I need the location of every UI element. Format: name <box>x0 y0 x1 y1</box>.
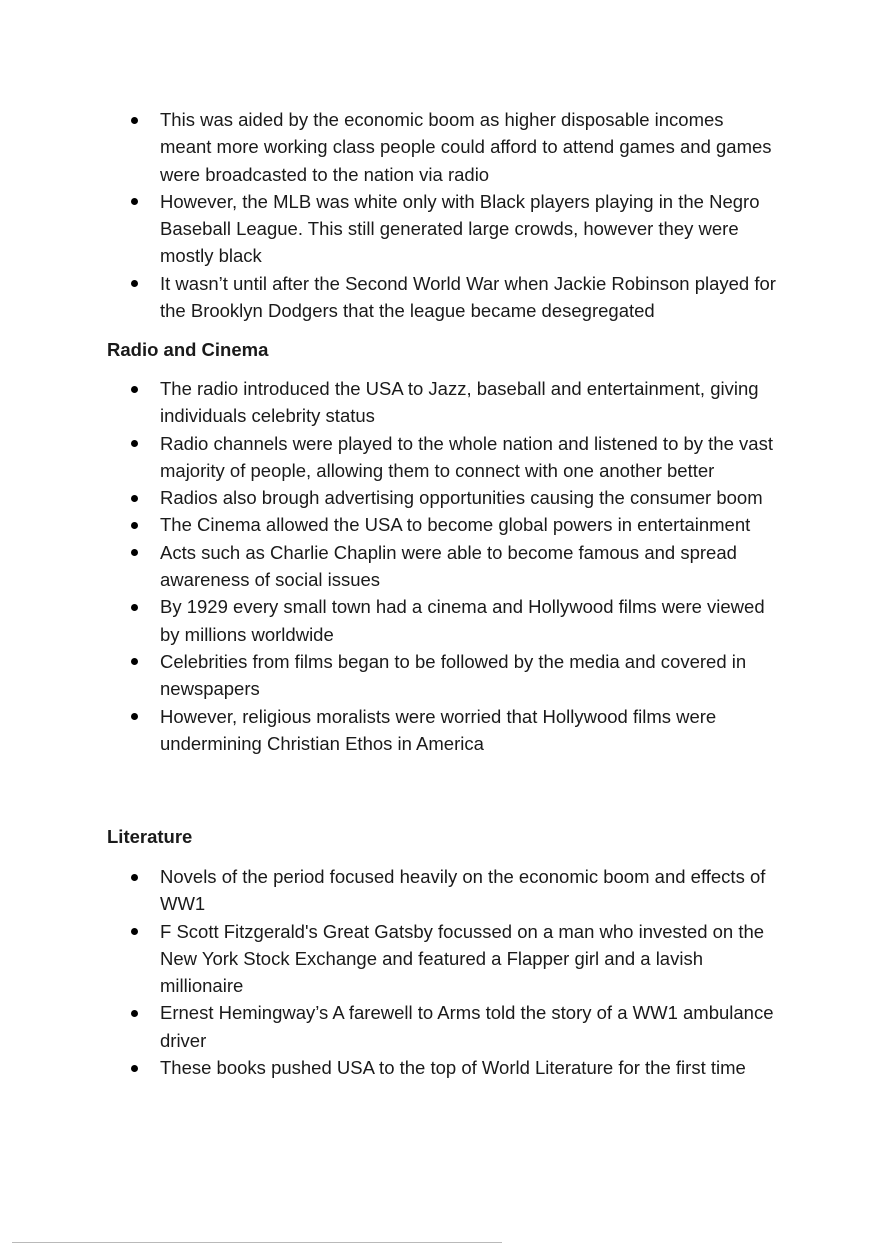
list-item <box>160 270 780 325</box>
bullet-text: The radio introduced the USA to Jazz, baseball and entertainment, giving individuals celebrity status <box>160 378 759 427</box>
bullet-text: Celebrities from films began to be followed by the media and covered in newspapers <box>160 650 747 700</box>
bullet-icon <box>131 874 138 881</box>
list-item <box>160 539 780 594</box>
list-item <box>160 188 780 270</box>
bullet-text: Radios also brough advertising opportunities causing the consumer boom <box>160 487 763 509</box>
list-item <box>160 375 780 430</box>
bullet-text: However, religious moralists were worried that Hollywood films were undermining Christian Ethos in America <box>160 705 717 754</box>
bullet-icon <box>131 1010 138 1017</box>
list-item <box>160 484 780 511</box>
section-heading-radio-and-cinema: Radio and Cinema <box>107 339 269 360</box>
list-item <box>160 648 780 703</box>
section-heading-literature: Literature <box>107 826 193 847</box>
bullet-icon <box>131 1065 138 1072</box>
radio-cinema-bullet-list <box>160 375 780 757</box>
bullet-icon <box>131 117 138 124</box>
bullet-text: Novels of the period focused heavily on the economic boom and effects of WW1 <box>160 866 766 915</box>
bullet-icon <box>131 386 138 393</box>
bullet-text: Radio channels were played to the whole nation and listened to by the vast majority of people, allowing them to connect with one another better <box>160 432 773 481</box>
bullet-text: It wasn’t until after the Second World War when Jackie Robinson played for the Brooklyn Dodgers that the league became desegregated <box>160 272 776 322</box>
literature-bullet-list <box>160 863 780 1081</box>
bullet-icon <box>131 522 138 529</box>
list-item <box>160 106 780 188</box>
list-item <box>160 1054 780 1081</box>
list-item <box>160 593 780 648</box>
list-item <box>160 863 780 918</box>
bullet-text: Ernest Hemingway’s A farewell to Arms told the story of a WW1 ambulance driver <box>160 1002 774 1051</box>
bullet-text: Acts such as Charlie Chaplin were able to become famous and spread awareness of social issues <box>160 541 737 591</box>
bullet-icon <box>131 440 138 447</box>
list-item <box>160 703 780 758</box>
bullet-icon <box>131 658 138 665</box>
bullet-icon <box>131 549 138 556</box>
list-item <box>160 430 780 485</box>
list-item <box>160 511 780 538</box>
bullet-icon <box>131 280 138 287</box>
intro-bullet-list <box>160 106 780 324</box>
bullet-icon <box>131 713 138 720</box>
bullet-text: By 1929 every small town had a cinema and Hollywood films were viewed by millions worldwide <box>160 596 765 645</box>
list-item <box>160 999 780 1054</box>
bullet-icon <box>131 495 138 502</box>
bullet-icon <box>131 198 138 205</box>
bullet-text: However, the MLB was white only with Black players playing in the Negro Baseball League. This still generated large crowds, however they were mostly black <box>160 190 760 267</box>
page-bottom-divider <box>12 1242 502 1243</box>
bullet-text: This was aided by the economic boom as higher disposable incomes meant more working class people could afford to attend games and games were broadcasted to the nation via radio <box>160 109 772 185</box>
bullet-text: F Scott Fitzgerald's Great Gatsby focussed on a man who invested on the New York Stock Exchange and featured a Flapper girl and a lavish millionaire <box>160 920 765 997</box>
bullet-text: The Cinema allowed the USA to become global powers in entertainment <box>160 514 751 536</box>
bullet-icon <box>131 928 138 935</box>
list-item <box>160 918 780 1000</box>
bullet-icon <box>131 604 138 611</box>
bullet-text: These books pushed USA to the top of World Literature for the first time <box>160 1057 746 1079</box>
